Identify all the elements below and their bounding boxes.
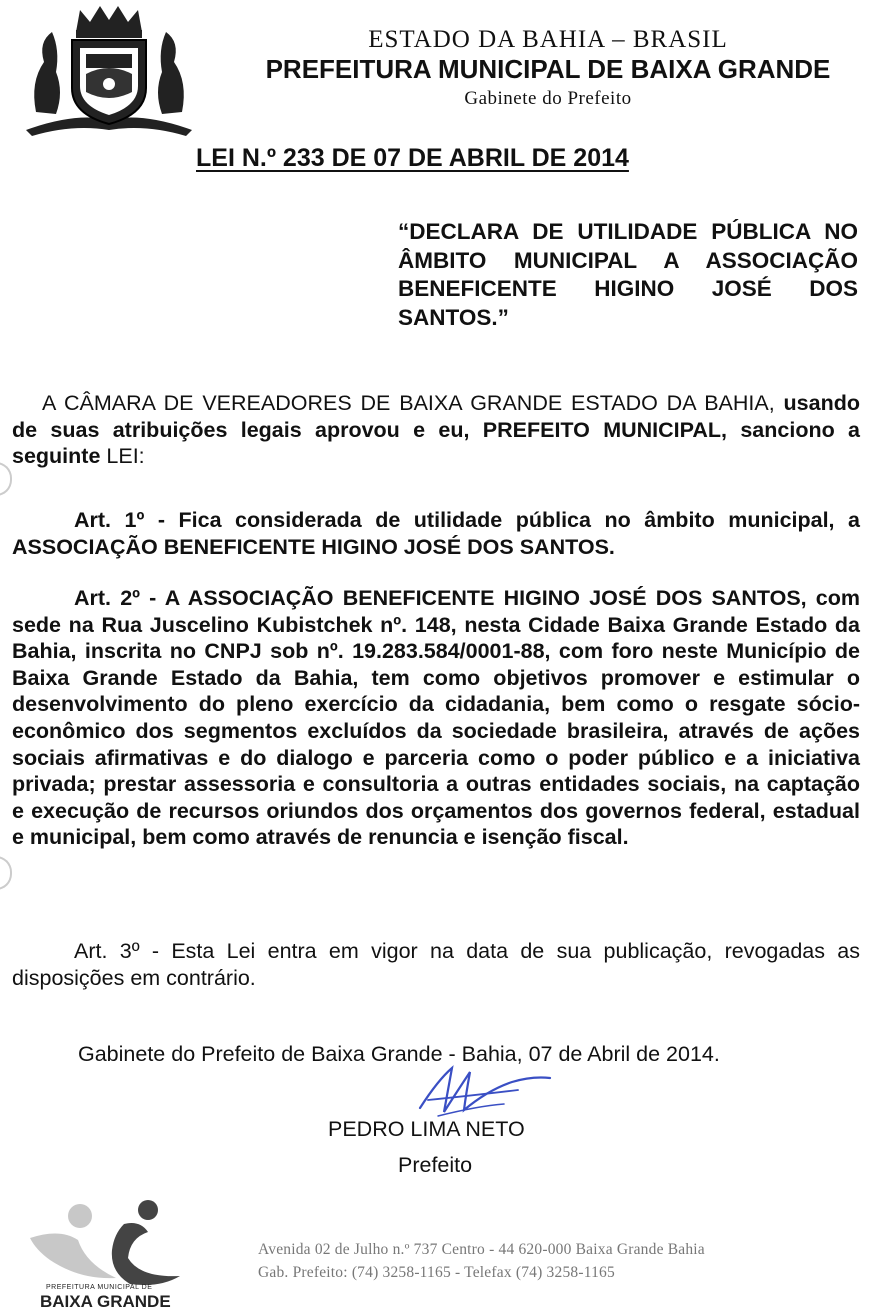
article-3-label: Art. 3º [74,939,140,963]
footer-logo-name: BAIXA GRANDE [40,1292,171,1311]
article-3-text: - Esta Lei entra em vigor na data de sua publicação, revogadas as disposições em contrário. [12,939,861,990]
footer-logo-caption: PREFEITURA MUNICIPAL DE [46,1284,153,1291]
punch-hole-mark [0,856,12,890]
article-2-label: Art. 2º [74,586,141,610]
footer-address: Avenida 02 de Julho n.º 737 Centro - 44 620-000 Baixa Grande Bahia [258,1241,705,1258]
punch-hole-mark [0,462,12,496]
preamble-chamber: A CÂMARA DE VEREADORES DE BAIXA GRANDE ESTADO DA BAHIA, [42,391,775,415]
law-title: LEI N.º 233 DE 07 DE ABRIL DE 2014 [196,144,629,172]
article-1-text: - Fica considerada de utilidade pública no âmbito municipal, a ASSOCIAÇÃO BENEFICENTE HIGINO JOSÉ DOS SANTOS. [12,508,860,559]
article-1-label: Art. 1º [74,508,145,532]
article-2 [12,585,860,851]
preamble-body: usando de suas atribuições legais aprovou e eu, PREFEITO MUNICIPAL, sanciono a seguinte [12,391,860,469]
place-date-line: Gabinete do Prefeito de Baixa Grande - Bahia, 07 de Abril de 2014. [78,1042,720,1066]
law-ementa: “DECLARA DE UTILIDADE PÚBLICA NO ÂMBITO MUNICIPAL A ASSOCIAÇÃO BENEFICENTE HIGINO JOSÉ DOS SANTOS.” [398,219,858,330]
preamble-lei: LEI: [106,444,145,469]
signer-role: Prefeito [398,1153,473,1177]
article-2-text: - A ASSOCIAÇÃO BENEFICENTE HIGINO JOSÉ DOS SANTOS, com sede na Rua Juscelino Kubistchek nº. 148, nesta Cidade Baixa Grande Estado da Bahia, inscrita no CNPJ sob nº. 19.283.584/0001-88, com foro neste Município de Baixa Grande Estado da Bahia, tem como objetivos promover e estimular o desenvolvimento do pleno exercício da cidadania, bem como o resgate sócio-econômico dos segmentos excluídos da sociedade brasileira, através de ações sociais afirmativas e do dialogo e parceria como o poder público e a iniciativa privada; prestar assessoria e consultoria a outras entidades sociais, na captação e execução de recursos oriundos dos orçamentos dos governos federal, estadual e municipal, bem como através de renuncia e isenção fiscal. [12,586,861,850]
footer-phones: Gab. Prefeito: (74) 3258-1165 - Telefax (74) 3258-1165 [258,1264,615,1281]
office-heading: Gabinete do Prefeito [464,88,632,109]
baixa-grande-logo-icon [20,1198,210,1288]
state-heading: ESTADO DA BAHIA – BRASIL [368,26,728,53]
footer-logo [20,1198,210,1314]
signer-name: PEDRO LIMA NETO [328,1117,525,1141]
article-1 [12,507,860,560]
coat-of-arms-icon [16,2,202,138]
preamble-paragraph [12,390,860,470]
article-3 [12,938,860,991]
municipality-heading: PREFEITURA MUNICIPAL DE BAIXA GRANDE [265,54,831,84]
